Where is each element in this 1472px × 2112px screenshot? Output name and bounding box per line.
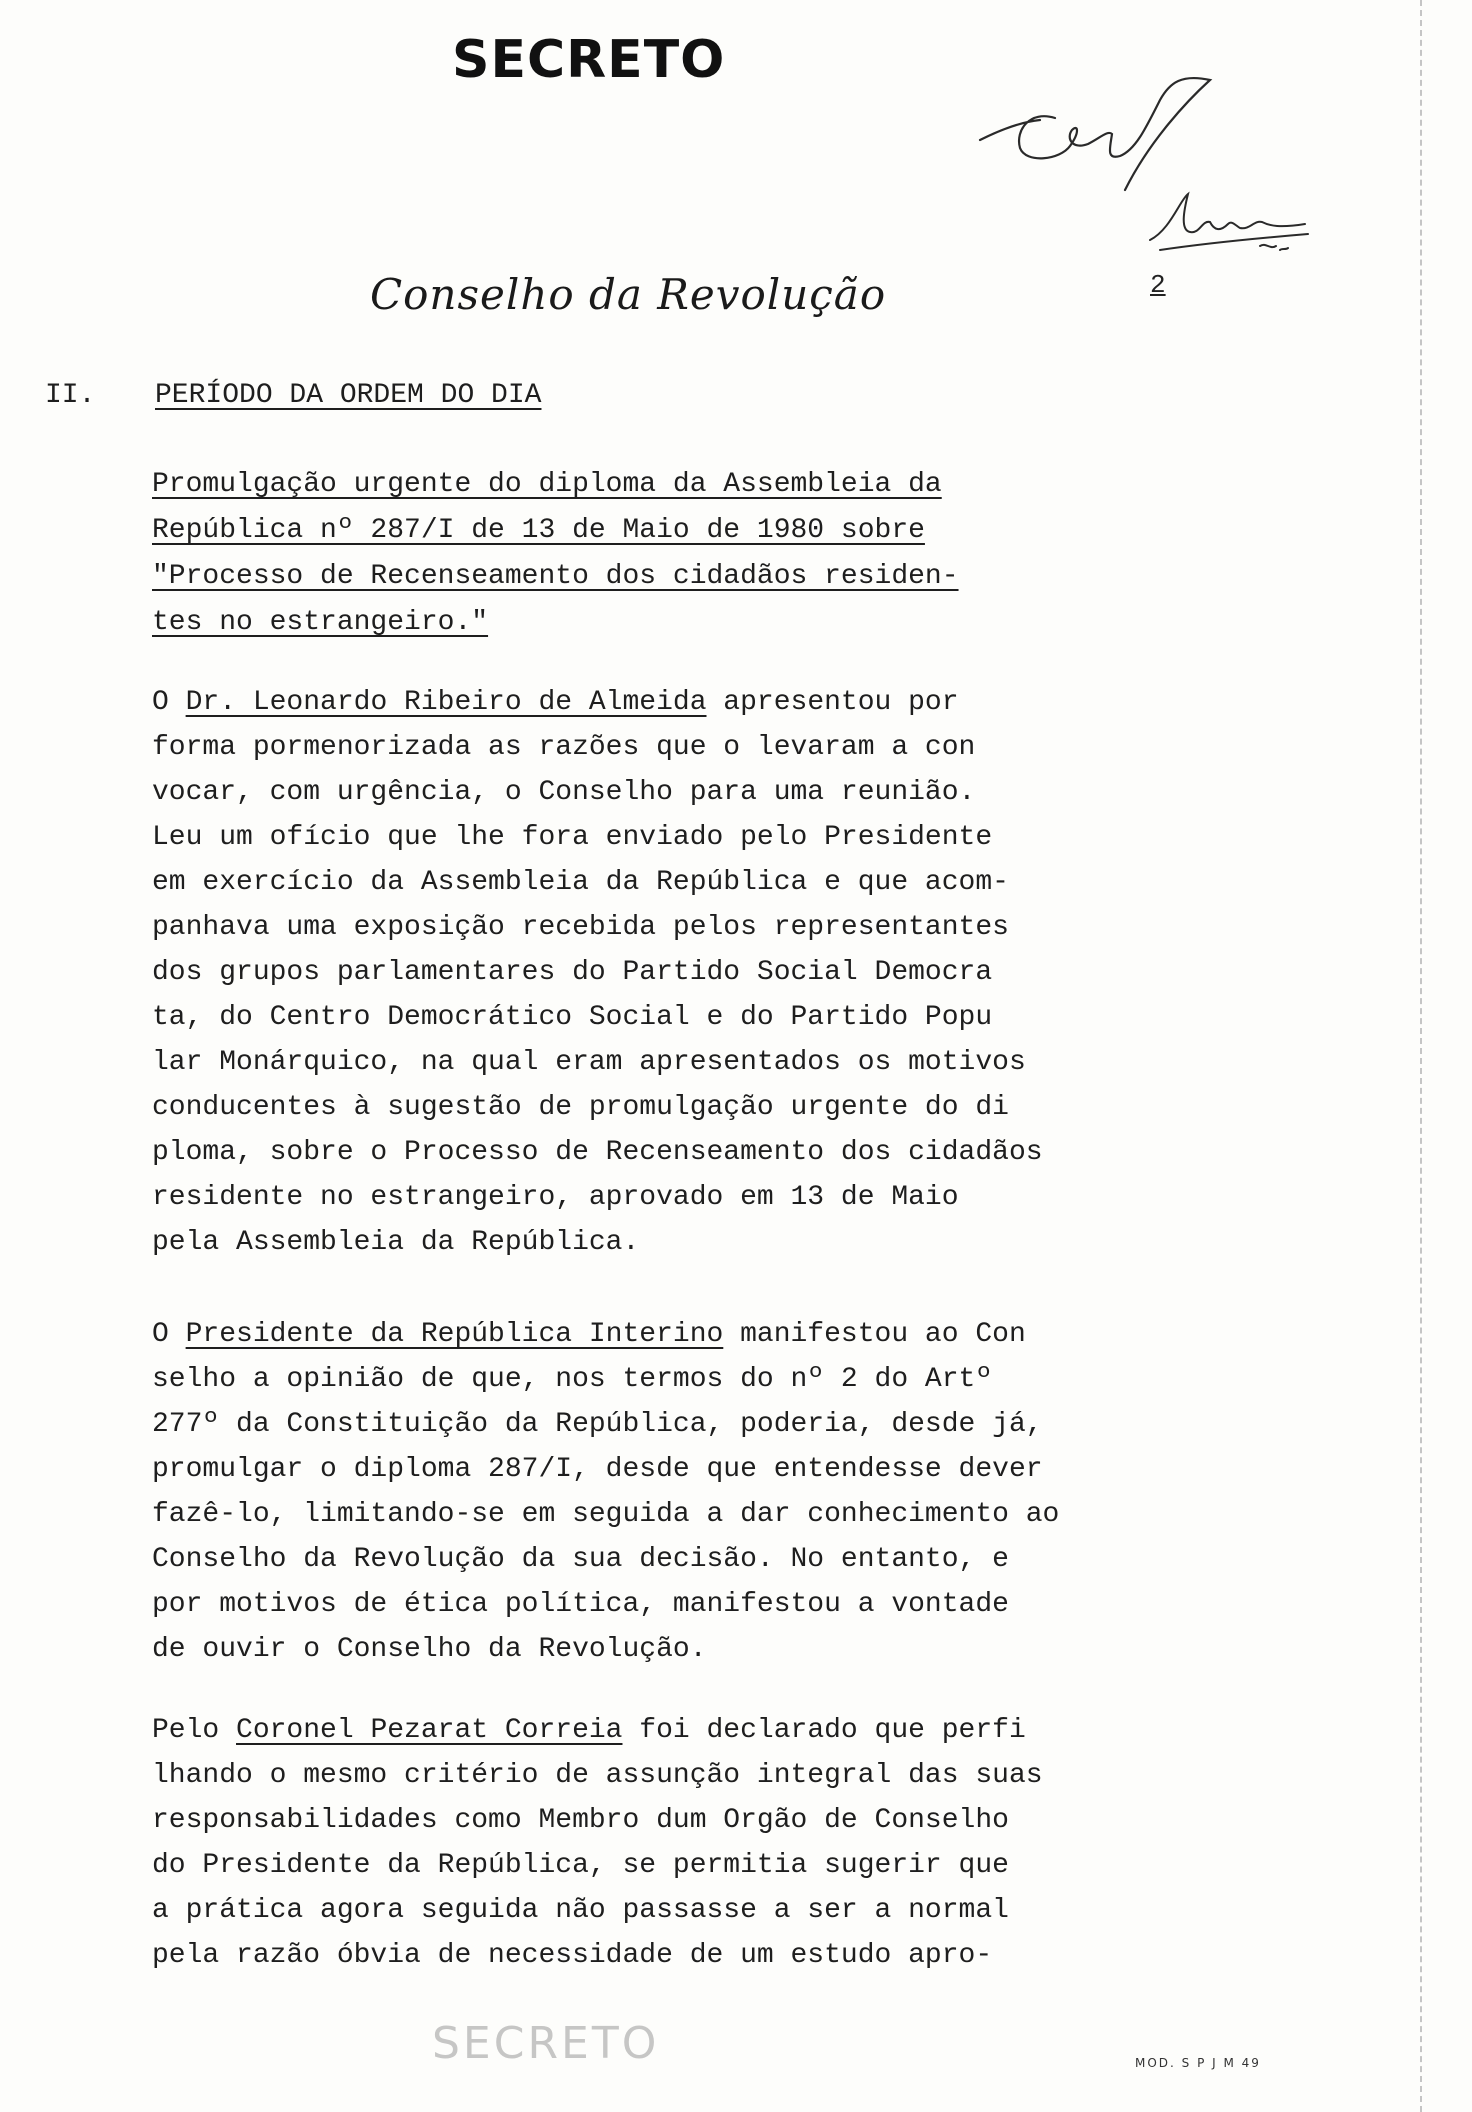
- paragraph-line: por motivos de ética política, manifestou a vontade: [152, 1589, 1009, 1620]
- paragraph-line: residente no estrangeiro, aprovado em 13 de Maio: [152, 1182, 959, 1213]
- paragraph-line: vocar, com urgência, o Conselho para uma reunião.: [152, 777, 976, 808]
- paragraph-first-rest: manifestou ao Con: [723, 1319, 1026, 1350]
- paragraph-line: a prática agora seguida não passasse a ser a normal: [152, 1895, 1009, 1926]
- paragraph-first-line: [152, 680, 1152, 725]
- speaker-name: Coronel Pezarat Correia: [236, 1715, 623, 1746]
- paragraph-line: promulgar o diploma 287/I, desde que entendesse dever: [152, 1454, 1043, 1485]
- agenda-subject: [152, 462, 1052, 646]
- paragraph-line: Conselho da Revolução da sua decisão. No entanto, e: [152, 1544, 1009, 1575]
- paragraph-line: panhava uma exposição recebida pelos representantes: [152, 912, 1009, 943]
- classification-stamp-bottom: SECRETO: [432, 2018, 660, 2069]
- section-number: II.: [45, 380, 96, 411]
- scan-edge-marks: [1420, 0, 1430, 2112]
- paragraph-presidente-interino: [152, 1312, 1152, 1672]
- paragraph-line: responsabilidades como Membro dum Orgão de Conselho: [152, 1805, 1009, 1836]
- paragraph-lead: Pelo: [152, 1715, 237, 1746]
- paragraph-line: forma pormenorizada as razões que o levaram a con: [152, 732, 976, 763]
- paragraph-line: pela Assembleia da República.: [152, 1227, 640, 1258]
- subject-line: "Processo de Recenseamento dos cidadãos residen-: [152, 561, 959, 592]
- handwritten-signature-2: [1140, 180, 1320, 270]
- paragraph-first-line: [152, 1312, 1152, 1357]
- paragraph-pezarat-correia: [152, 1708, 1152, 1978]
- form-code: MOD. S P J M 49: [1135, 2056, 1261, 2070]
- letterhead: Conselho da Revolução: [370, 270, 887, 319]
- paragraph-line: 277º da Constituição da República, poderia, desde já,: [152, 1409, 1043, 1440]
- paragraph-first-rest: apresentou por: [706, 687, 959, 718]
- speaker-name: Presidente da República Interino: [185, 1319, 724, 1350]
- paragraph-line: em exercício da Assembleia da República e que acom-: [152, 867, 1009, 898]
- subject-line: República nº 287/I de 13 de Maio de 1980 sobre: [152, 515, 925, 546]
- paragraph-line: pela razão óbvia de necessidade de um estudo apro-: [152, 1940, 993, 1971]
- paragraph-first-line: [152, 1708, 1152, 1753]
- paragraph-line: dos grupos parlamentares do Partido Social Democra: [152, 957, 993, 988]
- page-number: 2: [1150, 270, 1166, 300]
- paragraph-line: conducentes à sugestão de promulgação urgente do di: [152, 1092, 1009, 1123]
- section-title: PERÍODO DA ORDEM DO DIA: [155, 380, 542, 411]
- paragraph-line: lhando o mesmo critério de assunção integral das suas: [152, 1760, 1043, 1791]
- paragraph-lead: O: [152, 687, 186, 718]
- paragraph-line: Leu um ofício que lhe fora enviado pelo Presidente: [152, 822, 993, 853]
- paragraph-line: ta, do Centro Democrático Social e do Partido Popu: [152, 1002, 993, 1033]
- paragraph-line: ploma, sobre o Processo de Recenseamento dos cidadãos: [152, 1137, 1043, 1168]
- subject-line: Promulgação urgente do diploma da Assembleia da: [152, 469, 942, 500]
- speaker-name: Dr. Leonardo Ribeiro de Almeida: [185, 687, 707, 718]
- subject-line: tes no estrangeiro.": [152, 607, 489, 638]
- paragraph-first-rest: foi declarado que perfi: [622, 1715, 1026, 1746]
- paragraph-line: de ouvir o Conselho da Revolução.: [152, 1634, 707, 1665]
- paragraph-lead: O: [152, 1319, 186, 1350]
- classification-stamp-top: SECRETO: [452, 30, 726, 90]
- paragraph-leonardo-ribeiro: [152, 680, 1152, 1265]
- paragraph-line: fazê-lo, limitando-se em seguida a dar conhecimento ao: [152, 1499, 1060, 1530]
- paragraph-line: lar Monárquico, na qual eram apresentados os motivos: [152, 1047, 1026, 1078]
- handwritten-signature-1: [960, 60, 1230, 200]
- paragraph-line: do Presidente da República, se permitia sugerir que: [152, 1850, 1009, 1881]
- paragraph-line: selho a opinião de que, nos termos do nº 2 do Artº: [152, 1364, 993, 1395]
